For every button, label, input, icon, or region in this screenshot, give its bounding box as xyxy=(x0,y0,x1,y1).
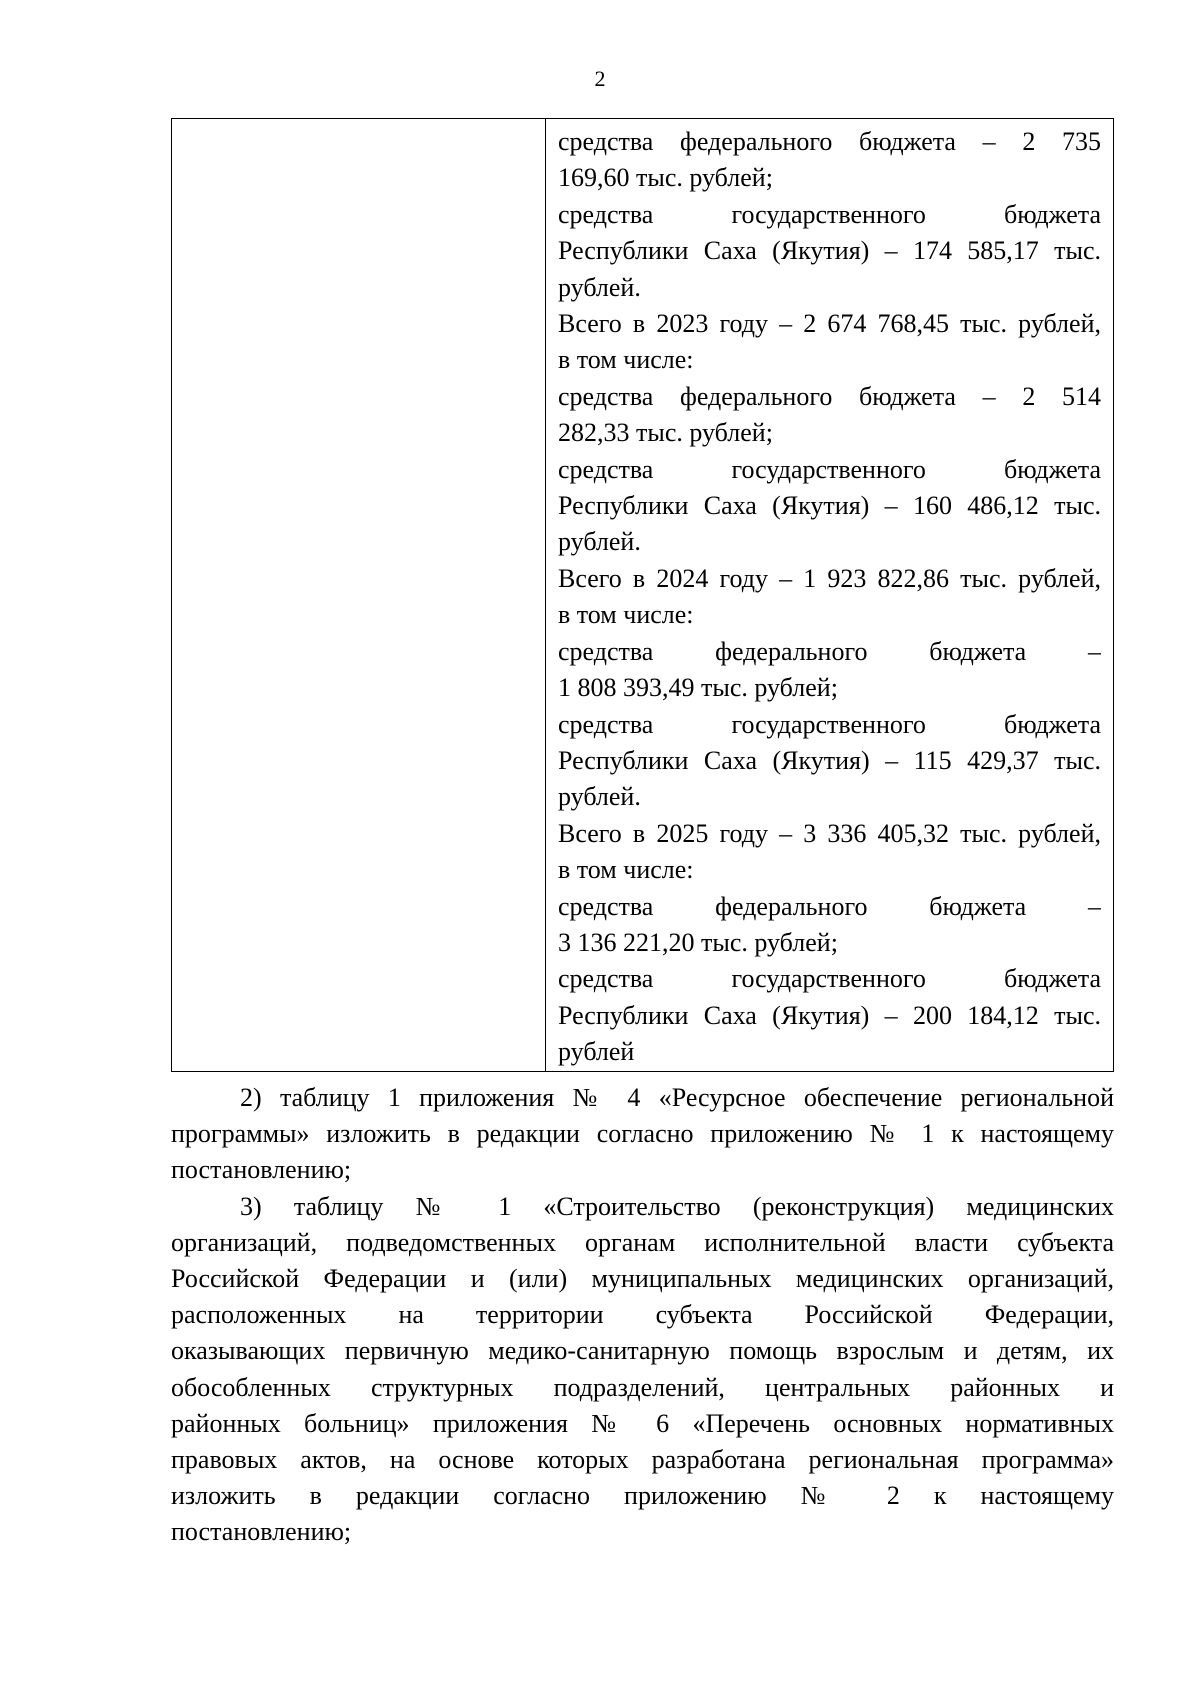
text-line: правовых актов, на основе которых разработана региональная программа» xyxy=(171,1445,1114,1475)
cell-line: Республики Саха (Якутия) – 115 429,37 тыс. xyxy=(558,745,1101,775)
table-cell-funding xyxy=(546,119,1114,1072)
text-line: расположенных на территории субъекта Российской Федерации, xyxy=(171,1300,1114,1330)
cell-line: средства федерального бюджета – xyxy=(558,636,1101,666)
text-line: 3) таблицу № 1 «Строительство (реконструкция) медицинских xyxy=(240,1191,1114,1221)
cell-line: средства государственного бюджета xyxy=(558,454,1101,484)
funding-table xyxy=(171,118,1114,1072)
cell-line: Республики Саха (Якутия) – 174 585,17 тыс. xyxy=(558,236,1101,266)
cell-line: средства федерального бюджета – xyxy=(558,891,1101,921)
cell-line: рублей. xyxy=(558,527,641,557)
table-row xyxy=(172,119,1114,1072)
cell-line: 282,33 тыс. рублей; xyxy=(558,418,773,448)
text-line: оказывающих первичную медико-санитарную помощь взрослым и детям, их xyxy=(171,1336,1114,1366)
text-line: постановлению; xyxy=(171,1155,352,1185)
page-number: 2 xyxy=(594,66,606,91)
text-line: изложить в редакции согласно приложению № 2 к настоящему xyxy=(171,1481,1114,1511)
cell-line: в том числе: xyxy=(558,855,694,885)
cell-line: Республики Саха (Якутия) – 160 486,12 тыс. xyxy=(558,491,1101,521)
text-line: программы» изложить в редакции согласно приложению № 1 к настоящему xyxy=(171,1119,1114,1149)
cell-line: средства федерального бюджета – 2 514 xyxy=(558,381,1101,411)
cell-line: 169,60 тыс. рублей; xyxy=(558,163,773,193)
table-cell-empty xyxy=(172,119,546,1072)
cell-line: в том числе: xyxy=(558,600,694,630)
cell-line: Всего в 2025 году – 3 336 405,32 тыс. рублей, xyxy=(558,818,1101,848)
cell-line: 1 808 393,49 тыс. рублей; xyxy=(558,673,838,703)
paragraph-item-3 xyxy=(171,1189,1114,1551)
text-line: Российской Федерации и (или) муниципальных медицинских организаций, xyxy=(171,1264,1114,1294)
cell-line: средства федерального бюджета – 2 735 xyxy=(558,127,1101,156)
text-line: районных больниц» приложения № 6 «Перечень основных нормативных xyxy=(171,1408,1114,1438)
cell-line: Всего в 2024 году – 1 923 822,86 тыс. рублей, xyxy=(558,563,1101,593)
cell-line: Всего в 2023 году – 2 674 768,45 тыс. рублей, xyxy=(558,309,1101,339)
body-text xyxy=(171,1080,1114,1551)
cell-line: 3 136 221,20 тыс. рублей; xyxy=(558,927,838,957)
cell-line: средства государственного бюджета xyxy=(558,709,1101,739)
cell-line: рублей. xyxy=(558,272,641,302)
cell-line: в том числе: xyxy=(558,345,694,375)
text-line: организаций, подведомственных органам исполнительной власти субъекта xyxy=(171,1227,1114,1257)
text-line: 2) таблицу 1 приложения № 4 «Ресурсное обеспечение региональной xyxy=(240,1083,1114,1112)
cell-line: средства государственного бюджета xyxy=(558,199,1101,229)
cell-line: Республики Саха (Якутия) – 200 184,12 тыс. xyxy=(558,1000,1101,1030)
cell-line: рублей xyxy=(558,1037,635,1067)
text-line: обособленных структурных подразделений, центральных районных и xyxy=(171,1372,1114,1402)
cell-line: рублей. xyxy=(558,782,641,812)
cell-line: средства государственного бюджета xyxy=(558,964,1101,994)
text-line: постановлению; xyxy=(171,1517,352,1547)
paragraph-item-2 xyxy=(171,1080,1114,1189)
